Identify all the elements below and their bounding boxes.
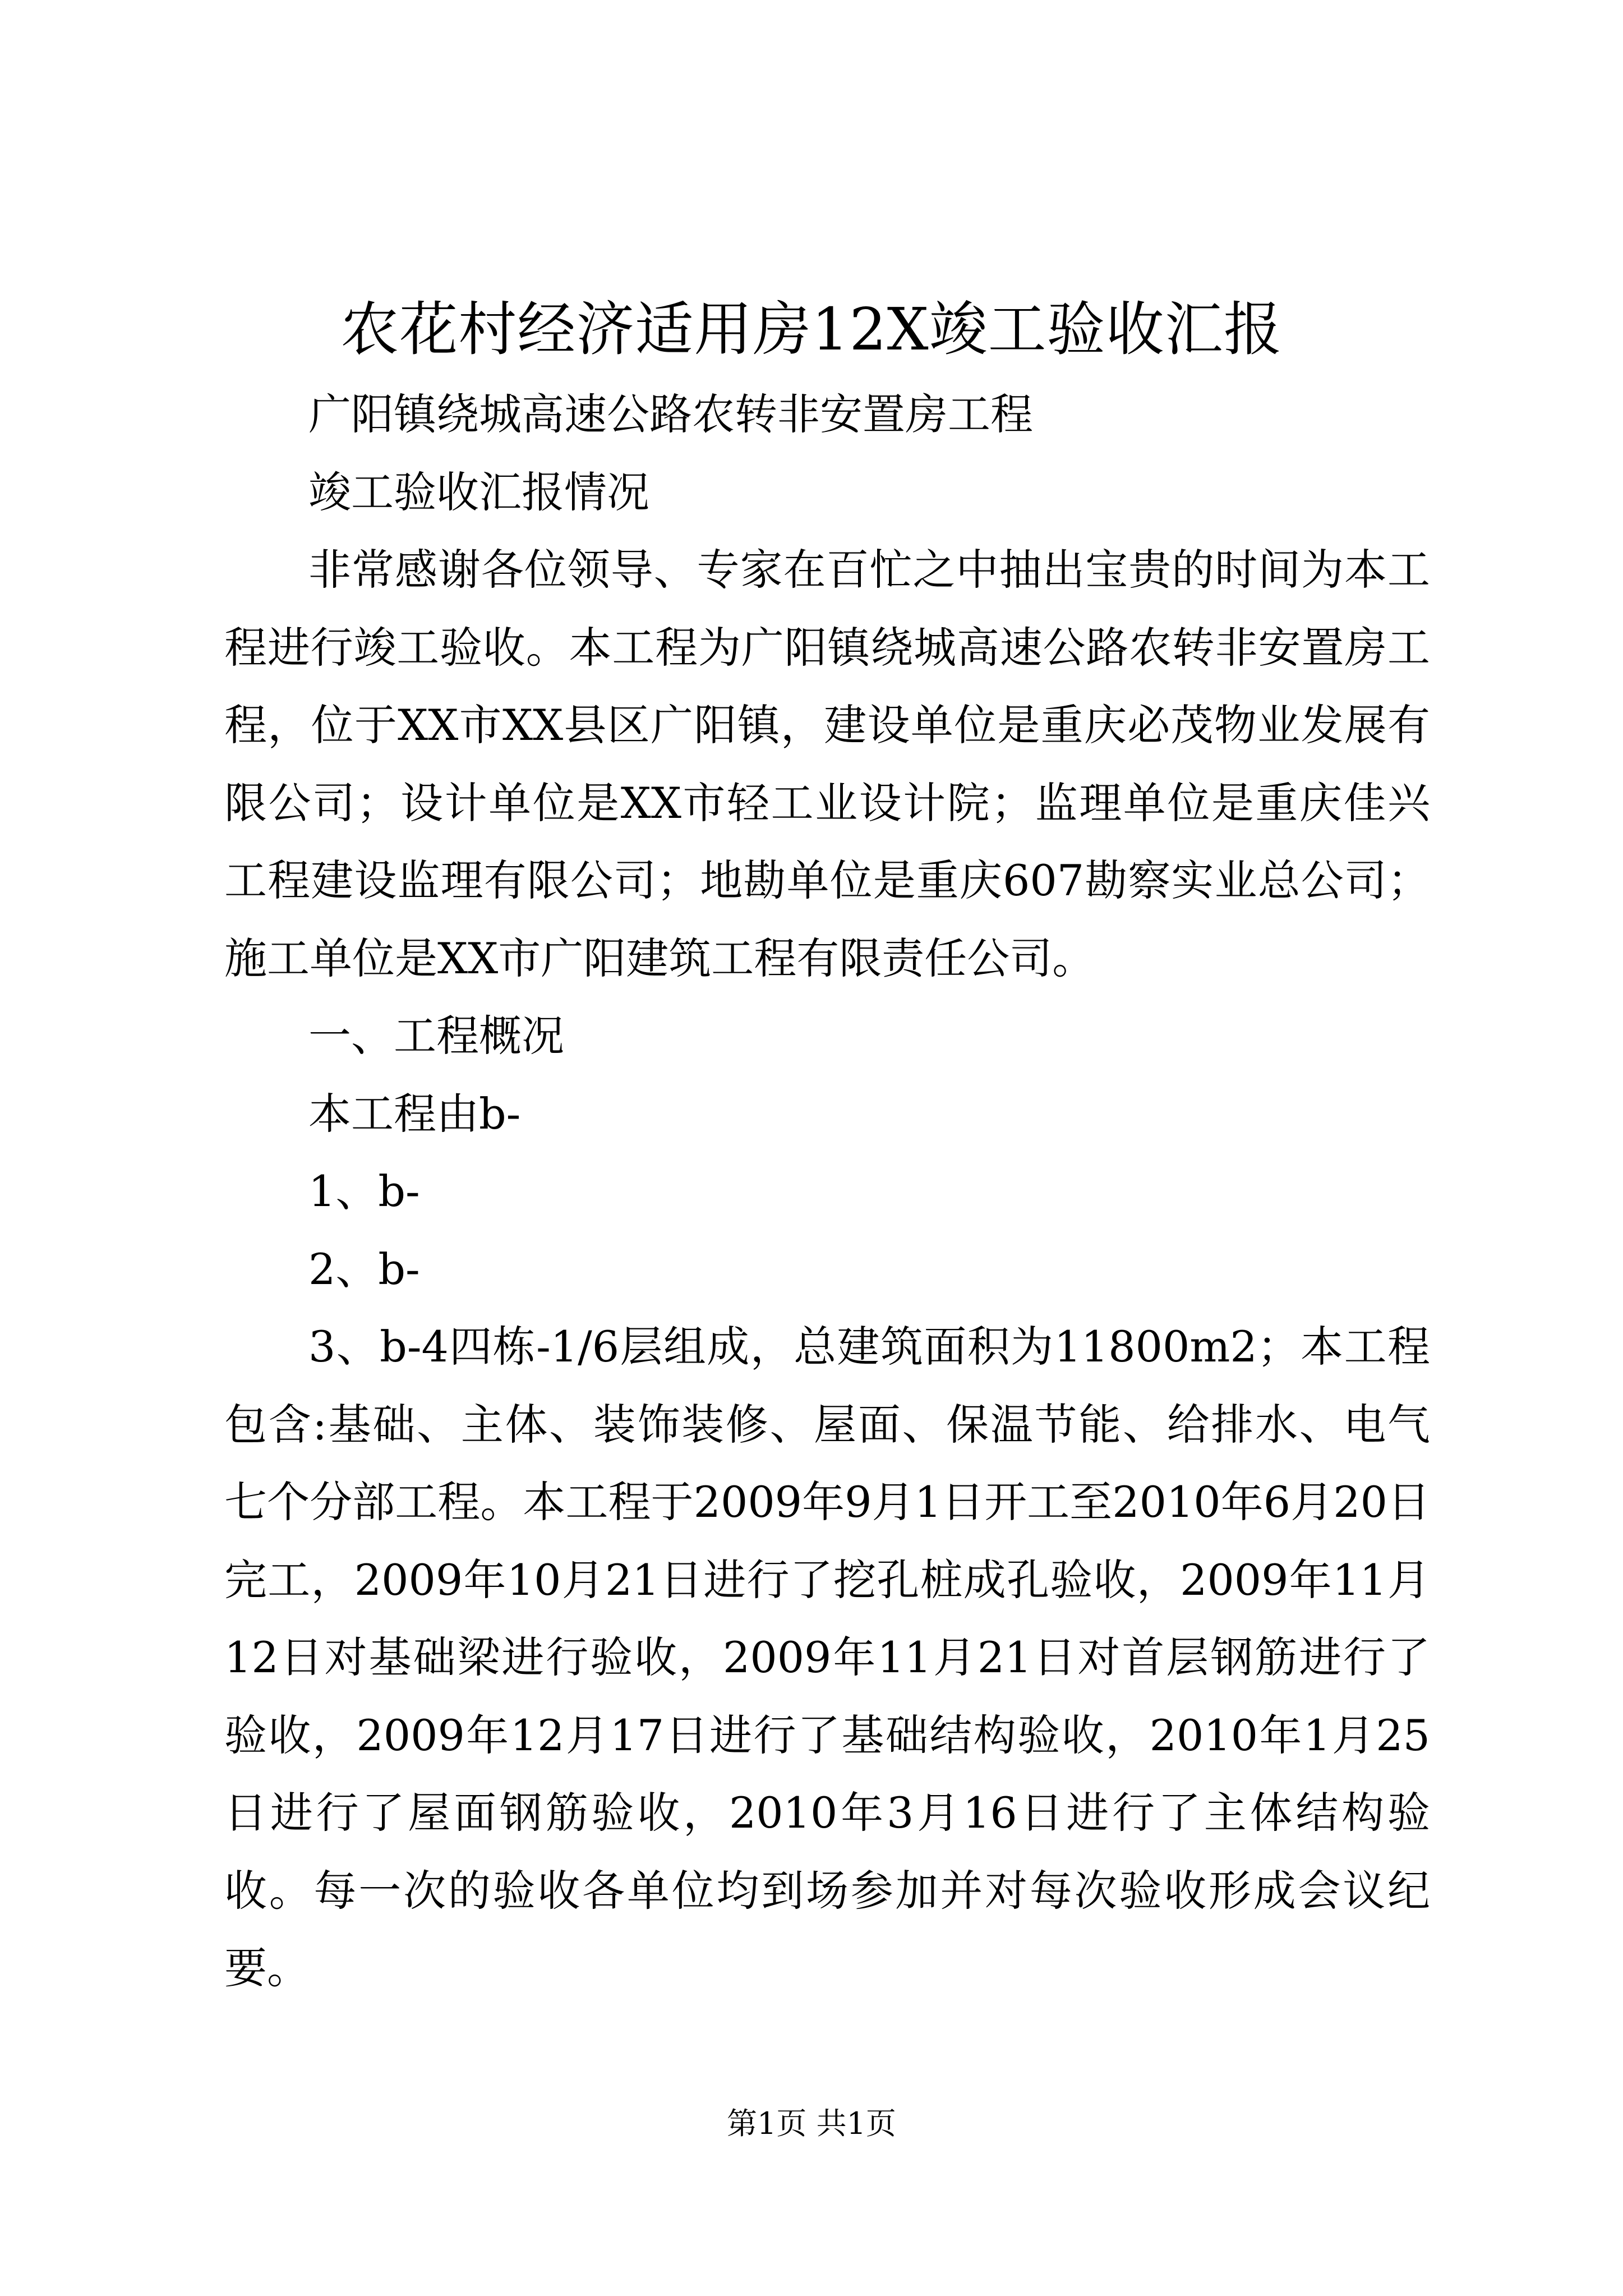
paragraph-composition: 本工程由b- [308,1088,521,1139]
paragraph-item-2: 2、b- [308,1244,420,1294]
paragraph-item-1: 1、b- [308,1166,420,1216]
paragraph-report-heading: 竣工验收汇报情况 [308,467,649,517]
paragraph-introduction: 非常感谢各位领导、专家在百忙之中抽出宝贵的时间为本工程进行竣工验收。本工程为广阳镇绕城高速公路农转非安置房工程，位于XX市XX县区广阳镇，建设单位是重庆必茂物业发展有限公司；设计单位是XX市轻工业设计院；监理单位是重庆佳兴工程建设监理有限公司；地勘单位是重庆607勘察实业总公司；施工单位是XX市广阳建筑工程有限责任公司。 [224,545,1430,983]
page-footer: 第1页 共1页 [727,2106,896,2141]
document-body [224,376,1430,2008]
paragraph-section-overview: 一、工程概况 [308,1011,564,1061]
document-title: 农花村经济适用房12X竣工验收汇报 [340,295,1283,364]
paragraph-project-name: 广阳镇绕城高速公路农转非安置房工程 [308,389,1033,439]
paragraph-item-3: 3、b-4四栋-1/6层组成，总建筑面积为11800m2；本工程包含:基础、主体、装饰装修、屋面、保温节能、给排水、电气七个分部工程。本工程于2009年9月1日开工至2010年6月20日完工，2009年10月21日进行了挖孔桩成孔验收，2009年11月12日对基础梁进行验收，2009年11月21日对首层钢筋进行了验收，2009年12月17日进行了基础结构验收，2010年1月25日进行了屋面钢筋验收，2010年3月16日进行了主体结构验收。每一次的验收各单位均到场参加并对每次验收形成会议纪要。 [224,1322,1430,1993]
